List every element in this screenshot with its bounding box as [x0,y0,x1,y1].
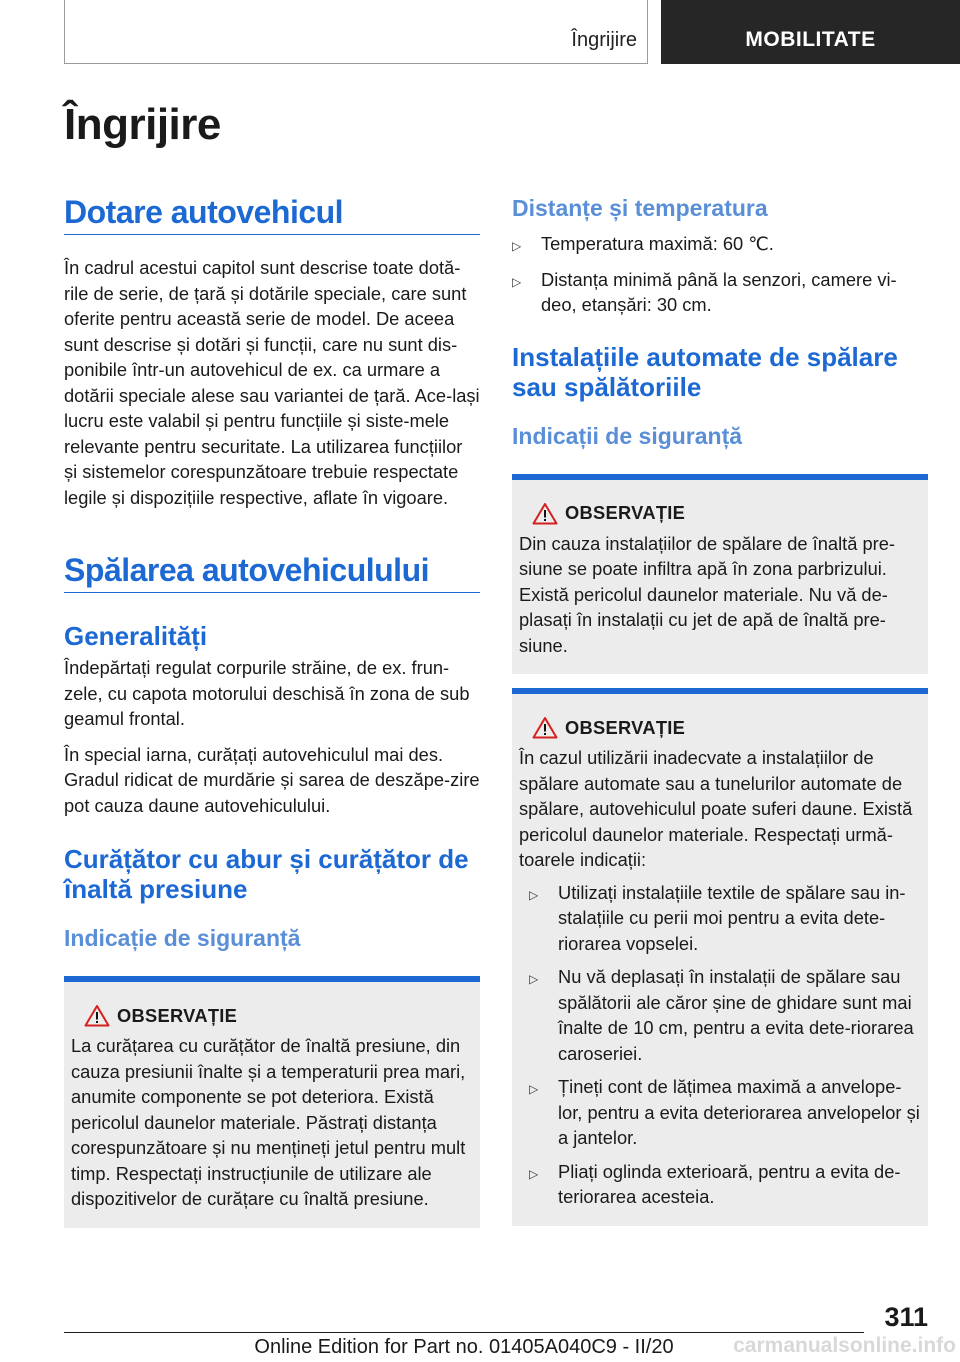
left-column [64,190,480,1228]
header-tab-mobilitate[interactable]: MOBILITATE [661,0,960,64]
section-title-spalarea: Spălarea autovehiculului [64,552,429,588]
subsection-title-curatator: Curățător cu abur și curățător de înaltă presiune [64,844,469,904]
subsubsection-title-indicatii: Indicații de siguranță [512,422,743,449]
warning-title: OBSERVAȚIE [565,716,686,738]
warning-triangle-icon [525,502,565,525]
list-item-text: Nu vă deplasați în instalații de spălare sau spălătorii ale căror șine de ghidare sunt mai înalte de 10 cm, pentru a evita dete-riorarea caroseriei. [558,966,914,1064]
triangle-right-icon: ▷ [529,887,539,902]
warning-title: OBSERVAȚIE [117,1004,238,1026]
triangle-right-icon: ▷ [529,1082,539,1096]
warning-triangle-icon [77,1004,117,1027]
section-rule [64,234,480,235]
paragraph-generalitati-2: În special iarna, curățați autovehiculul mai des. Gradul ridicat de murdărie și sarea de deszăpe-zire pot cauza daune autovehiculului. [64,743,480,816]
warning-text: În cazul utilizării inadecvate a instalațiilor de spălare automate sau a tunelurilor automate de spălare, autovehiculul poate suferi daune. Există pericolul daunelor materiale. Respectați urmă-toarele indicații: [519,747,913,870]
footer-edition: Online Edition for Part no. 01405A040C9 - II/20 [254,1336,674,1358]
subsection-title-instalatii: Instalațiile automate de spălare sau spălătoriile [512,341,898,402]
warning-header [519,716,921,739]
watermark: carmanualsonline.info [733,1334,956,1357]
page-number: 311 [884,1302,928,1332]
bullet-list-warning [519,880,921,1210]
subsection-title-generalitati: Generalități [64,621,208,651]
warning-triangle-icon [525,716,565,739]
triangle-right-icon: ▷ [512,239,522,253]
right-column [512,190,928,1226]
list-item [512,267,928,318]
list-item-text: Țineți cont de lățimea maximă a anvelope-lor, pentru a evita deteriorarea anvelopelor și a jantelor. [558,1076,920,1148]
warning-text: La curățarea cu curățător de înaltă presiune, din cauza presiunii înalte și a temperaturii prea mari, anumite componente se pot deteriora. Există pericolul daunelor materiale. Păstrați distanța corespunzătoare și nu mențineți jetul pentru mult timp. Respectați instrucțiunile de utilizare ale dispozitivelor de curățare cu înaltă presiune. [71,1035,466,1209]
section-title-dotare: Dotare autovehicul [64,194,344,230]
paragraph-generalitati-1: Îndepărtați regulat corpurile străine, de ex. frun-zele, cu capota motorului deschisă în zona de sub geamul frontal. [64,657,470,729]
warning-box [512,688,928,1226]
list-item [529,1074,921,1151]
warning-title: OBSERVAȚIE [565,502,686,523]
triangle-right-icon: ▷ [529,972,539,986]
section-rule [64,592,480,593]
list-item-text: Pliați oglinda exterioară, pentru a evita de-teriorarea acesteia. [558,1160,901,1207]
triangle-right-icon: ▷ [529,1166,539,1181]
footer-rule [64,1332,864,1333]
warning-text: Din cauza instalațiilor de spălare de înaltă pre-siune se poate infiltra apă în zona parbrizului. Există pericolul daunelor materiale. Nu vă de-plasați în instalații cu jet de apă de înaltă pre-siune. [519,532,895,656]
paragraph-dotare: În cadrul acestui capitol sunt descrise toate dotă-rile de serie, de țară și dotările speciale, care sunt oferite pentru această serie de model. De aceea sunt descrise și dotări și funcții, care nu sunt dis-ponibile într-un autovehicul de ex. ca urmare a dotării speciale alese sau variantei de țară. Ace-lași lucru este valabil și pentru funcțiile și siste-mele relevante pentru securitate. La utilizarea funcțiilor și sistemelor corespunzătoare trebuie respectate legile și dispozițiile respective, aflate în vigoare. [64,257,480,508]
bullet-list-distante [512,231,928,318]
warning-box [512,474,928,675]
subsubsection-title-indicatie: Indicație de siguranță [64,925,301,951]
list-item [529,1159,921,1210]
list-item [529,880,921,957]
list-item [529,964,921,1066]
list-item-text: Distanța minimă până la senzori, camere vi-deo, etanșări: 30 cm. [541,268,897,315]
header-section-title: Îngrijire [571,29,637,51]
list-item-text: Utilizați instalațiile textile de spălare sau in-stalațiile cu perii moi pentru a evita dete-riorarea vopselei. [558,881,906,954]
warning-box [64,976,480,1228]
subsubsection-title-distante: Distanțe și temperatura [512,195,768,221]
list-item [512,231,928,257]
warning-header [519,502,921,525]
list-item-text: Temperatura maximă: 60 ℃. [541,233,774,254]
warning-header [71,1004,473,1027]
header-frame [64,0,648,64]
triangle-right-icon: ▷ [512,274,522,289]
page-title: Îngrijire [64,100,221,149]
